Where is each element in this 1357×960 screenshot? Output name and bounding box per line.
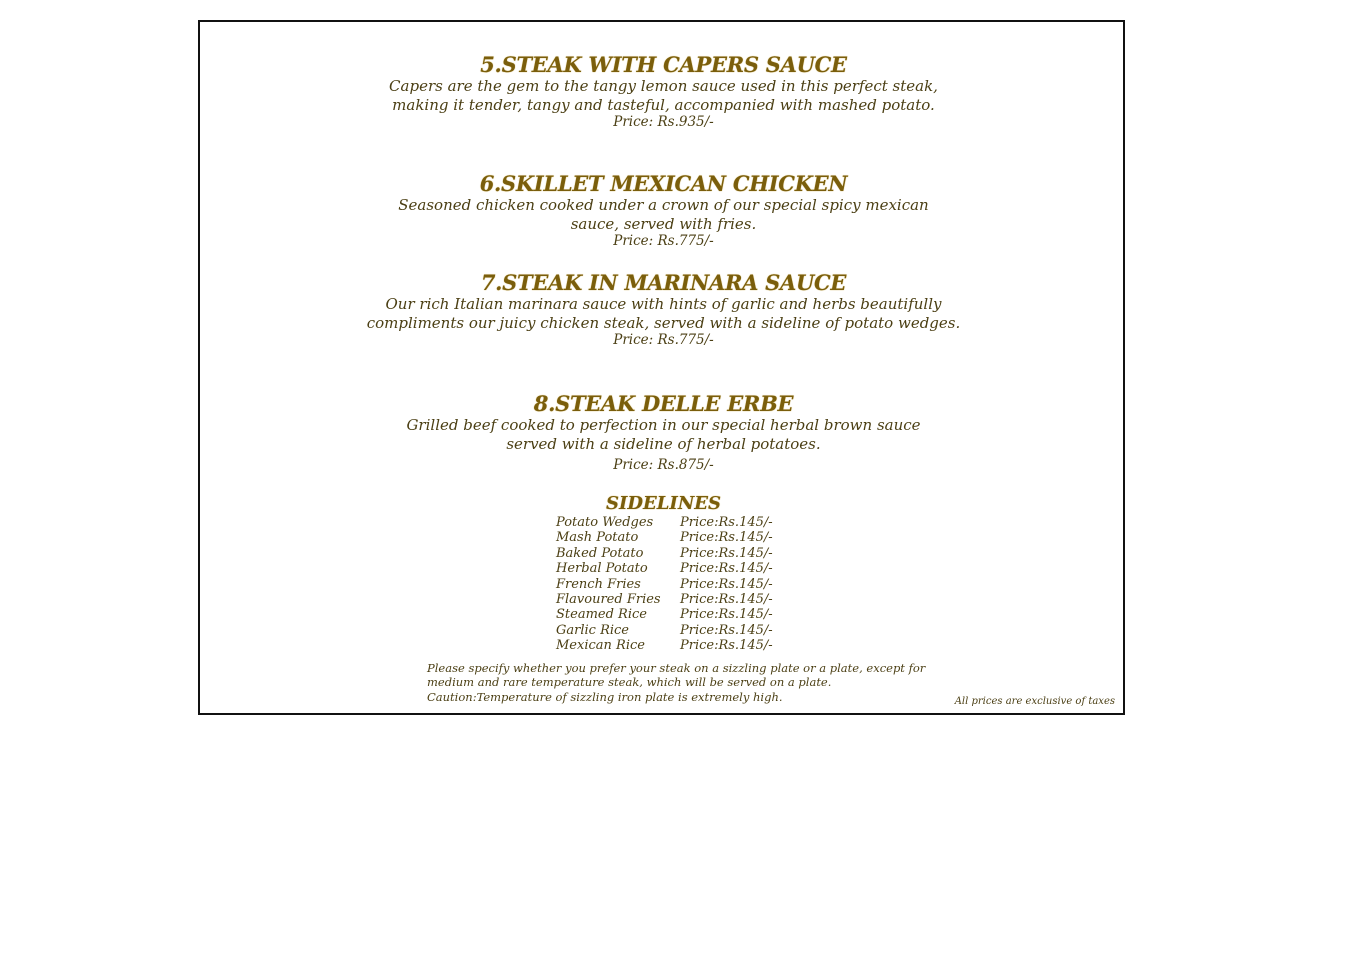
note-line: medium and rare temperature steak, which will be served on a plate. [427, 675, 832, 690]
menu-item-title: 7.STEAK IN MARINARA SAUCE [480, 270, 847, 295]
sideline-row [556, 638, 796, 653]
note-line: Please specify whether you prefer your steak on a sizzling plate or a plate, except for [427, 661, 926, 675]
menu-item-title: 8.STEAK DELLE ERBE [533, 391, 794, 416]
sideline-price: Price:Rs.145/- [680, 530, 773, 546]
sideline-row [556, 561, 796, 576]
sideline-row [556, 515, 796, 530]
menu-item-price: Price: Rs.775/- [613, 233, 714, 249]
sideline-name: Herbal Potato [556, 561, 648, 577]
sideline-price: Price:Rs.145/- [680, 607, 773, 623]
menu-item-title: 6.SKILLET MEXICAN CHICKEN [479, 171, 848, 196]
menu-item-description: Our rich Italian marinara sauce with hints of garlic and herbs beautifully compliments our juicy chicken steak, served with a sideline of potato wedges. [366, 295, 961, 332]
sidelines-list [556, 515, 796, 654]
sideline-row [556, 592, 796, 607]
sideline-name: Potato Wedges [556, 515, 654, 530]
menu-item-description: Seasoned chicken cooked under a crown of our special spicy mexican sauce, served with fries. [398, 196, 929, 233]
sideline-name: French Fries [556, 576, 641, 592]
menu-item-price: Price: Rs.775/- [613, 332, 714, 348]
sideline-row [556, 577, 796, 592]
sideline-name: Baked Potato [556, 545, 644, 561]
menu-item-price: Price: Rs.935/- [613, 114, 714, 130]
sideline-price: Price:Rs.145/- [680, 515, 773, 530]
sideline-name: Steamed Rice [556, 607, 647, 623]
sideline-name: Flavoured Fries [556, 591, 661, 607]
sideline-name: Mash Potato [556, 530, 639, 546]
sidelines-title: SIDELINES [606, 493, 721, 514]
caution-note: Caution:Temperature of sizzling iron plate is extremely high. [427, 689, 783, 704]
sideline-price: Price:Rs.145/- [680, 545, 773, 561]
sideline-price: Price:Rs.145/- [680, 622, 773, 638]
sideline-row [556, 623, 796, 638]
menu-item-8 [200, 392, 1127, 474]
tax-note: All prices are exclusive of taxes [954, 696, 1115, 707]
sideline-row [556, 530, 796, 545]
menu-item-description: Capers are the gem to the tangy lemon sauce used in this perfect steak, making it tender, tangy and tasteful, accompanied with mashed potato. [389, 77, 938, 114]
menu-item-5 [200, 53, 1127, 131]
sideline-name: Garlic Rice [556, 622, 629, 638]
ordering-notes [427, 661, 967, 704]
sideline-name: Mexican Rice [556, 638, 645, 654]
sideline-row [556, 546, 796, 561]
menu-item-7 [200, 271, 1127, 349]
menu-item-6 [200, 172, 1127, 250]
sideline-row [556, 607, 796, 622]
menu-item-price: Price: Rs.875/- [613, 457, 714, 473]
sideline-price: Price:Rs.145/- [680, 561, 773, 577]
menu-card [198, 20, 1125, 715]
sideline-price: Price:Rs.145/- [680, 638, 773, 654]
menu-item-description: Grilled beef cooked to perfection in our special herbal brown sauce served with a sideline of herbal potatoes. [406, 416, 921, 453]
sideline-price: Price:Rs.145/- [680, 591, 773, 607]
sideline-price: Price:Rs.145/- [680, 576, 773, 592]
menu-item-title: 5.STEAK WITH CAPERS SAUCE [480, 52, 847, 77]
